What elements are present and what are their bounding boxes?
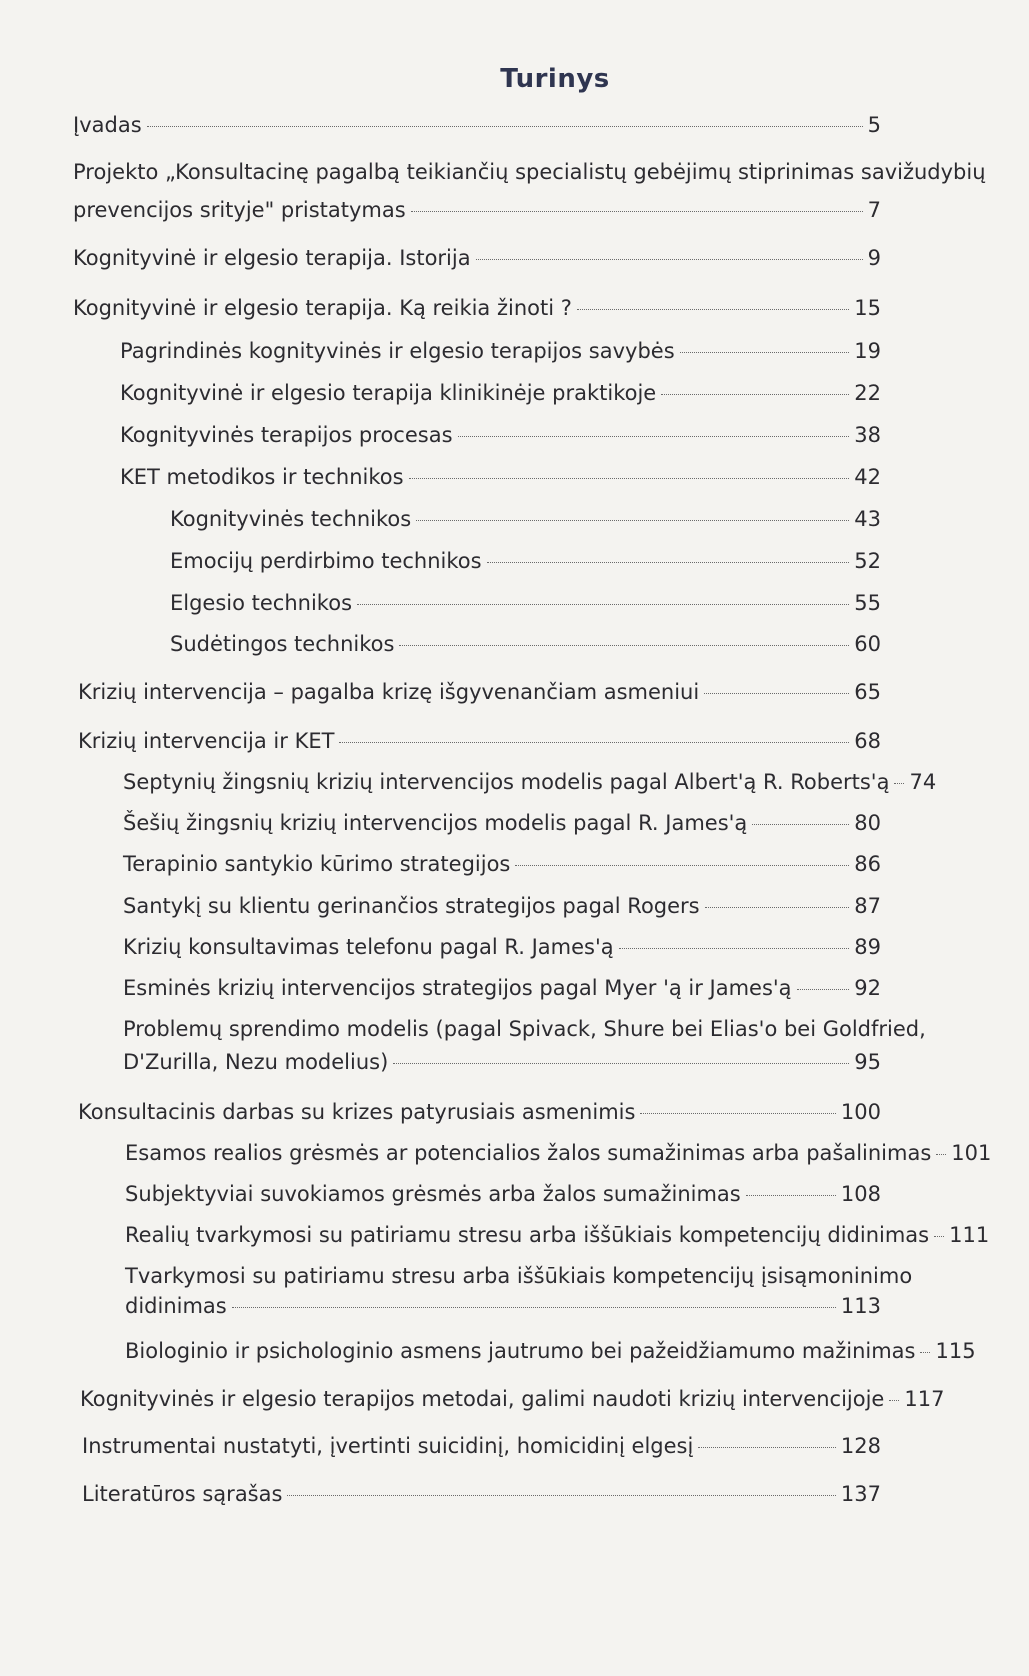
page-title: Turinys	[500, 64, 610, 94]
toc-entry	[123, 1014, 926, 1077]
toc-entry	[80, 1384, 945, 1414]
toc-entry-title: Įvadas	[73, 113, 142, 137]
toc-entry-title: Esamos realios grėsmės ar potencialios žalos sumažinimas arba pašalinimas	[125, 1141, 932, 1165]
toc-page-number: 7	[867, 198, 881, 222]
dot-leader	[476, 259, 863, 260]
toc-page-number: 5	[867, 113, 881, 137]
dot-leader	[746, 1195, 836, 1196]
toc-entry-title-cont: didinimas	[125, 1294, 227, 1318]
toc-entry-title: Instrumentai nustatyti, įvertinti suicidinį, homicidinį elgesį	[82, 1434, 694, 1458]
toc-entry	[125, 1336, 976, 1366]
toc-entry	[170, 504, 881, 534]
toc-entry-title: Subjektyviai suvokiamos grėsmės arba žalos sumažinimas	[125, 1182, 741, 1206]
dot-leader	[416, 520, 849, 521]
dot-leader	[705, 907, 850, 908]
toc-entry-title: Esminės krizių intervencijos strategijos pagal Myer 'ą ir James'ą	[123, 976, 792, 1000]
toc-entry	[120, 462, 881, 492]
toc-page-number: 38	[854, 423, 881, 447]
toc-entry-title: Konsultacinis darbas su krizes patyrusiais asmenimis	[78, 1100, 636, 1124]
toc-entry	[170, 629, 881, 659]
toc-entry	[170, 588, 881, 618]
dot-leader	[680, 352, 850, 353]
dot-leader	[287, 1495, 835, 1496]
dot-leader	[147, 126, 863, 127]
toc-entry-title: Terapinio santykio kūrimo strategijos	[123, 852, 511, 876]
toc-entry	[123, 849, 881, 879]
toc-page-number: 113	[840, 1294, 881, 1318]
dot-leader	[889, 1400, 899, 1401]
toc-entry-title: Realių tvarkymosi su patiriamu stresu arba iššūkiais kompetencijų didinimas	[125, 1223, 930, 1247]
toc-entry-title: Literatūros sąrašas	[82, 1482, 283, 1506]
toc-entry-title: Biologinio ir psichologinio asmens jautrumo bei pažeidžiamumo mažinimas	[125, 1339, 916, 1363]
toc-page-number: 87	[854, 894, 881, 918]
toc-entry-title: Šešių žingsnių krizių intervencijos modelis pagal R. James'ą	[123, 811, 748, 835]
dot-leader	[339, 742, 849, 743]
toc-entry-title: Krizių intervencija ir KET	[78, 729, 335, 753]
toc-entry	[73, 243, 881, 273]
toc-entry	[78, 1097, 881, 1127]
toc-page-number: 43	[854, 507, 881, 531]
toc-page-number: 74	[909, 770, 937, 794]
dot-leader	[232, 1307, 836, 1308]
toc-entry-title: Sudėtingos technikos	[170, 632, 395, 656]
toc-entry-title: Kognityvinė ir elgesio terapija klinikinėje praktikoje	[120, 381, 657, 405]
toc-entry-title: Pagrindinės kognityvinės ir elgesio terapijos savybės	[120, 339, 675, 363]
toc-page-number: 108	[840, 1182, 881, 1206]
toc-entry	[123, 808, 881, 838]
dot-leader	[411, 211, 863, 212]
toc-entry	[125, 1179, 881, 1209]
toc-page-number: 137	[840, 1482, 881, 1506]
dot-leader	[458, 436, 850, 437]
toc-entry	[120, 336, 881, 366]
toc-entry-title: KET metodikos ir technikos	[120, 465, 404, 489]
toc-page-number: 19	[854, 339, 881, 363]
toc-page-number: 68	[854, 729, 881, 753]
toc-entry	[125, 1138, 992, 1168]
toc-entry	[82, 1431, 881, 1461]
toc-entry	[120, 378, 881, 408]
toc-entry	[123, 932, 881, 962]
dot-leader	[577, 309, 849, 310]
toc-entry-title: Krizių intervencija – pagalba krizę išgyvenančiam asmeniui	[78, 680, 700, 704]
toc-entry-title: Septynių žingsnių krizių intervencijos modelis pagal Albert'ą R. Roberts'ą	[123, 770, 890, 794]
dot-leader	[409, 478, 850, 479]
toc-page-number: 100	[840, 1100, 881, 1124]
dot-leader	[515, 865, 849, 866]
toc-page-number: 65	[854, 680, 881, 704]
toc-page-number: 15	[854, 296, 881, 320]
toc-entry	[123, 973, 881, 1003]
toc-page-number: 52	[854, 549, 881, 573]
dot-leader	[640, 1113, 835, 1114]
toc-entry	[125, 1261, 913, 1321]
dot-leader	[399, 645, 849, 646]
dot-leader	[936, 1154, 946, 1155]
toc-page-number: 117	[904, 1387, 945, 1411]
dot-leader	[698, 1447, 836, 1448]
toc-entry	[82, 1479, 881, 1509]
toc-page-number: 80	[854, 811, 881, 835]
dot-leader	[357, 604, 849, 605]
toc-entry-title: Kognityvinės ir elgesio terapijos metodai, galimi naudoti krizių intervencijoje	[80, 1387, 885, 1411]
toc-page-number: 95	[854, 1050, 881, 1074]
dot-leader	[752, 824, 849, 825]
toc-page-number: 128	[840, 1434, 881, 1458]
toc-page-number: 86	[854, 852, 881, 876]
toc-entry-title-cont: prevencijos srityje" pristatymas	[73, 198, 406, 222]
toc-page-number: 101	[951, 1141, 992, 1165]
toc-entry	[123, 767, 937, 797]
dot-leader	[704, 693, 849, 694]
dot-leader	[661, 394, 849, 395]
toc-entry	[170, 546, 881, 576]
toc-entry-title: Kognityvinė ir elgesio terapija. Ką reikia žinoti ?	[73, 296, 572, 320]
toc-entry	[73, 110, 881, 140]
toc-page-number: 92	[854, 976, 881, 1000]
toc-entry-title: Emocijų perdirbimo technikos	[170, 549, 482, 573]
toc-page-number: 111	[949, 1223, 990, 1247]
toc-entry-title: Projekto „Konsultacinę pagalbą teikiančių specialistų gebėjimų stiprinimas savižudybių	[73, 160, 986, 184]
toc-page-number: 55	[854, 591, 881, 615]
toc-page-number: 9	[867, 246, 881, 270]
toc-page-number: 89	[854, 935, 881, 959]
toc-page-number: 115	[935, 1339, 976, 1363]
toc-entry	[73, 293, 881, 323]
toc-entry-title: Krizių konsultavimas telefonu pagal R. James'ą	[123, 935, 614, 959]
toc-entry	[123, 891, 881, 921]
toc-entry	[78, 677, 881, 707]
toc-entry-title: Kognityvinė ir elgesio terapija. Istorija	[73, 246, 471, 270]
toc-entry	[78, 726, 881, 756]
dot-leader	[487, 562, 850, 563]
toc-entry	[120, 420, 881, 450]
toc-entry-title: Santykį su klientu gerinančios strategijos pagal Rogers	[123, 894, 700, 918]
dot-leader	[920, 1352, 930, 1353]
toc-entry-title: Kognityvinės terapijos procesas	[120, 423, 453, 447]
dot-leader	[393, 1063, 849, 1064]
toc-entry-title-cont: D'Zurilla, Nezu modelius)	[123, 1050, 389, 1074]
toc-page-number: 22	[854, 381, 881, 405]
dot-leader	[619, 948, 850, 949]
toc-entry-title: Problemų sprendimo modelis (pagal Spivack, Shure bei Elias'o bei Goldfried,	[123, 1017, 926, 1041]
toc-entry-title: Tvarkymosi su patiriamu stresu arba iššūkiais kompetencijų įsisąmoninimo	[125, 1264, 913, 1288]
toc-entry-title: Kognityvinės technikos	[170, 507, 412, 531]
toc-entry	[73, 157, 986, 225]
toc-entry	[125, 1220, 990, 1250]
dot-leader	[934, 1236, 944, 1237]
toc-page-number: 60	[854, 632, 881, 656]
toc-entry-title: Elgesio technikos	[170, 591, 353, 615]
dot-leader	[797, 989, 850, 990]
dot-leader	[894, 783, 904, 784]
toc-page-number: 42	[854, 465, 881, 489]
